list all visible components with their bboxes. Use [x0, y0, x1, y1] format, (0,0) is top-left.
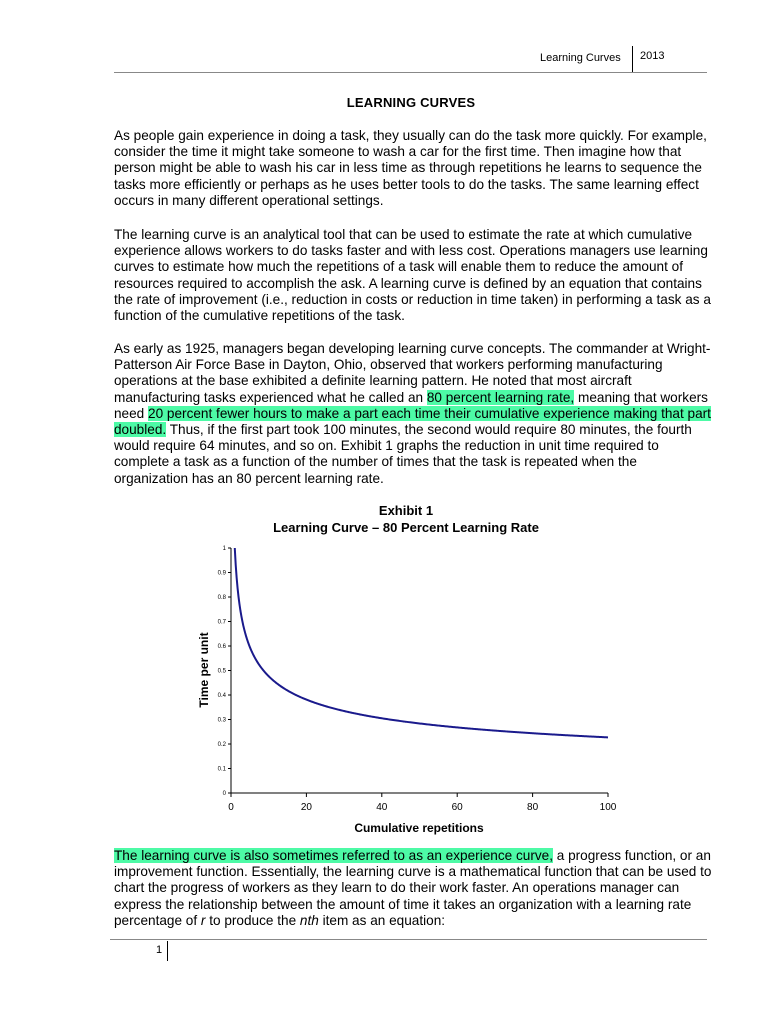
paragraph-definition: The learning curve is an analytical tool that can be used to estimate the rate at which cumulative experience allows workers to do tasks faster and with less cost. Operations managers use learning curves to estimate how much the repetitions of a task will enable them to reduce the amount of resources required to accomplish the ask. A learning curve is defined by an equation that contains the rate of improvement (i.e., reduction in costs or reduction in time taken) in performing a task as a function of the cumulative repetitions of the task. [114, 227, 711, 324]
highlight-learning-rate: 80 percent learning rate, [426, 389, 575, 405]
x-tick-label: 0 [228, 802, 234, 813]
learning-curve-line [235, 548, 608, 737]
page-number-divider [167, 941, 168, 961]
experience-text-c: item as an equation: [318, 912, 446, 928]
y-tick-label: 0.1 [217, 766, 226, 773]
history-text-b: meaning that workers need [114, 389, 708, 421]
y-tick-label: 0.4 [217, 693, 226, 699]
y-tick-label: 0.2 [217, 742, 226, 748]
experience-text-b: to produce the [205, 912, 300, 928]
x-tick-label: 60 [451, 802, 463, 813]
x-tick-label: 40 [376, 802, 388, 813]
y-tick-label: 0.3 [217, 717, 226, 724]
variable-nth: nth [299, 912, 319, 928]
history-text-c: Thus, if the first part took 100 minutes, the second would require 80 minutes, the fourth would require 64 minutes, and so on. Exhibit 1 graphs the reduction in unit time required to complete a task as a function of the number of times that the task is repeated when the organization has an 80 percent learning rate. [114, 422, 692, 486]
paragraph-intro: As people gain experience in doing a task, they usually can do the task more quickly. For example, consider the time it might take someone to wash a car for the first time. Then imagine how that person might be able to wash his car in less time as through repetitions he learns to sequence the tasks more efficiently or perhaps as he uses better tools to do the tasks. The same learning effect occurs in many different operational settings. [114, 128, 707, 208]
history-text-a: As early as 1925, managers began developing learning curve concepts. The commander at Wright-Patterson Air Force Base in Dayton, Ohio, observed that workers performing manufacturing operations at the base exhibited a definite learning pattern. He noted that most aircraft manufacturing tasks experienced what he called an [114, 341, 711, 405]
highlight-experience-curve: The learning curve is also sometimes referred to as an experience curve, [114, 848, 553, 863]
y-axis-label: Time per unit [197, 632, 211, 708]
header-rule [114, 72, 707, 73]
footer-rule [110, 939, 707, 940]
header-year: 2013 [640, 50, 665, 62]
learning-curve-chart [190, 540, 630, 840]
y-tick-label: 1 [222, 546, 226, 552]
x-tick-label: 80 [527, 802, 539, 813]
paragraph-experience-curve [114, 848, 714, 929]
header-title: Learning Curves [540, 52, 621, 64]
y-tick-label: 0.5 [217, 668, 226, 675]
page-number: 1 [156, 944, 163, 956]
exhibit-label: Exhibit 1 [378, 503, 434, 518]
paragraph-history [114, 341, 714, 487]
header-divider [632, 46, 633, 72]
highlight-fewer-hours: 20 percent fewer hours to make a part each time their cumulative experience making that part doubled. [114, 405, 711, 438]
y-tick-label: 0.7 [217, 619, 226, 626]
x-axis-label: Cumulative repetitions [354, 821, 484, 835]
y-tick-label: 0.9 [217, 570, 226, 577]
experience-text-a: a progress function, or an improvement function. Essentially, the learning curve is a mathematical function that can be used to chart the progress of workers as they learn to do their work faster. An operations manager can express the relationship between the amount of time it takes an organization with a learning rate percentage of [114, 848, 712, 928]
y-tick-label: 0.8 [217, 595, 226, 601]
document-title: LEARNING CURVES [346, 95, 476, 110]
x-tick-label: 20 [300, 802, 312, 813]
y-tick-label: 0.6 [217, 644, 226, 650]
variable-r: r [200, 912, 206, 928]
y-tick-label: 0 [222, 791, 226, 797]
x-tick-label: 100 [599, 802, 617, 813]
exhibit-title: Learning Curve – 80 Percent Learning Rate [273, 520, 539, 535]
